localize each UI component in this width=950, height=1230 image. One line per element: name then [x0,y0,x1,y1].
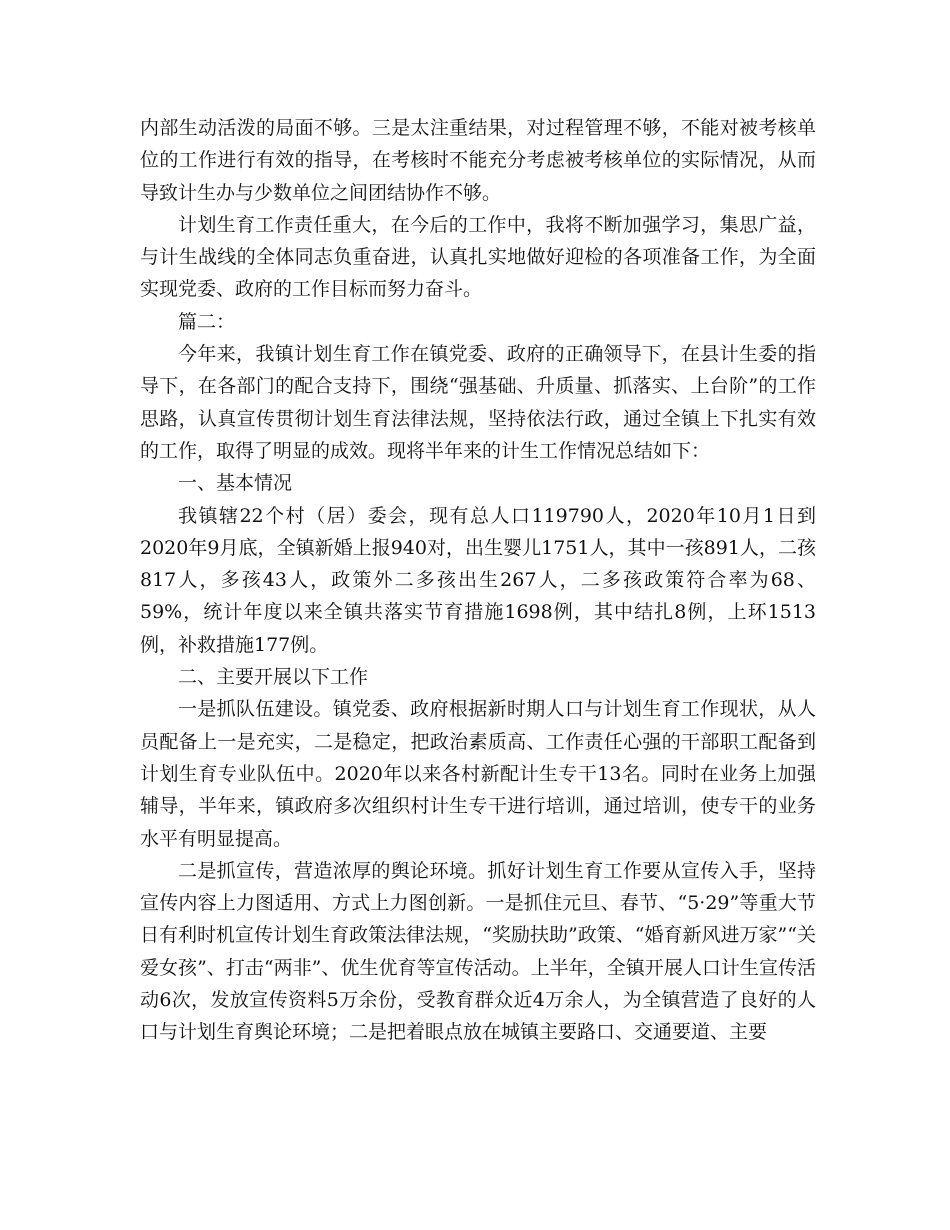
document-body [140,112,816,1049]
paragraph-closing-pledge: 计划生育工作责任重大，在今后的工作中，我将不断加强学习，集思广益，与计生战线的全体同志负重奋进，认真扎实地做好迎检的各项准备工作，为全面实现党委、政府的工作目标而努力奋斗。 [140,213,816,301]
heading-basic-situation: 一、基本情况 [178,472,293,495]
heading-main-work: 二、主要开展以下工作 [178,666,369,689]
section-label-part-two: 篇二： [178,310,236,333]
paragraph-continuation: 内部生动活泼的局面不够。三是太注重结果，对过程管理不够，不能对被考核单位的工作进行有效的指导，在考核时不能充分考虑被考核单位的实际情况，从而导致计生办与少数单位之间团结协作不够。 [140,117,816,204]
paragraph-basic-situation: 我镇辖22个村（居）委会，现有总人口119790人，2020年10月1日到2020年9月底，全镇新婚上报940对，出生婴儿1751人，其中一孩891人，二孩817人，多孩43人，政策外二多孩出生267人，二多孩政策符合率为68、59%，统计年度以来全镇共落实节育措施1698例，其中结扎8例，上环1513例，补救措施177例。 [140,504,816,656]
paragraph-team-building: 一是抓队伍建设。镇党委、政府根据新时期人口与计划生育工作现状，从人员配备上一是充实，二是稳定，把政治素质高、工作责任心强的干部职工配备到计划生育专业队伍中。2020年以来各村新配计生专干13名。同时在业务上加强辅导，半年来，镇政府多次组织村计生专干进行培训，通过培训，使专干的业务水平有明显提高。 [140,698,816,850]
paragraph-introduction: 今年来，我镇计划生育工作在镇党委、政府的正确领导下，在县计生委的指导下，在各部门的配合支持下，围绕“强基础、升质量、抓落实、上台阶”的工作思路，认真宣传贯彻计划生育法律法规，坚持依法行政，通过全镇上下扎实有效的工作，取得了明显的成效。现将半年来的计生工作情况总结如下： [140,343,816,462]
paragraph-publicity: 二是抓宣传，营造浓厚的舆论环境。抓好计划生育工作要从宣传入手，坚持宣传内容上力图适用、方式上力图创新。一是抓住元旦、春节、“5·29”等重大节日有利时机宣传计划生育政策法律法规，“奖励扶助”政策、“婚育新风进万家”“关爱女孩”、打击“两非”、优生优育等宣传活动。上半年，全镇开展人口计生宣传活动6次，发放宣传资料5万余份，受教育群众近4万余人，为全镇营造了良好的人口与计划生育舆论环境；二是把着眼点放在城镇主要路口、交通要道、主要 [140,859,816,1044]
